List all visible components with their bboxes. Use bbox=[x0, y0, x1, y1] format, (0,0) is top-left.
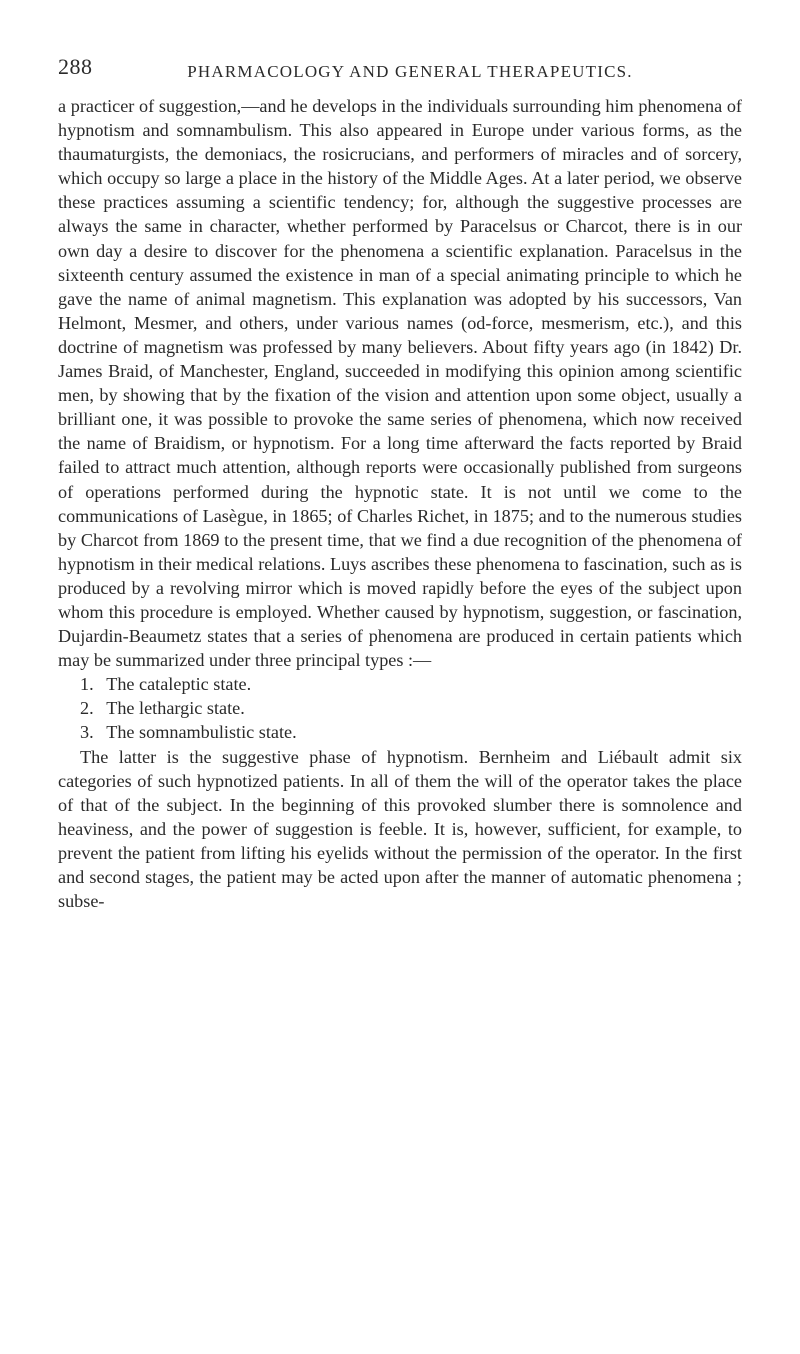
page-number: 288 bbox=[58, 54, 93, 79]
paragraph-2: The latter is the suggestive phase of hypnotism. Bernheim and Liébault admit six categories of such hypnotized patients. In all of them the will of the operator takes the place of that of the subject. In the beginning of this provoked slumber there is somnolence and heaviness, and the power of suggestion is feeble. It is, however, sufficient, for example, to prevent the patient from lifting his eyelids without the permission of the operator. In the first and second stages, the patient may be acted upon after the manner of automatic phenomena ; subse- bbox=[58, 746, 742, 912]
body-text bbox=[58, 94, 742, 913]
list-item-number: 1. bbox=[80, 674, 94, 695]
hypnotic-types-list bbox=[58, 672, 742, 744]
list-item-label: The lethargic state. bbox=[106, 698, 245, 719]
list-item bbox=[58, 720, 742, 744]
list-item-number: 3. bbox=[80, 722, 94, 743]
running-title: PHARMACOLOGY AND GENERAL THERAPEUTICS. bbox=[187, 62, 633, 81]
paragraph-1: a practicer of suggestion,—and he develops in the individuals surrounding him phenomena of hypnotism and somnambulism. This also appeared in Europe under various forms, as the thaumaturgists, the demoniacs, the rosicrucians, and performers of miracles and of sorcery, which occupy so large a place in the history of the Middle Ages. At a later period, we observe these practices assuming a scientific tendency; for, although the suggestive processes are always the same in character, whether performed by Paracelsus or Charcot, there is in our own day a desire to discover for the phenomena a scientific explanation. Paracelsus in the sixteenth century assumed the existence in man of a special animating principle to which he gave the name of animal magnetism. This explanation was adopted by his successors, Van Helmont, Mesmer, and others, under various names (od-force, mesmerism, etc.), and this doctrine of magnetism was professed by many believers. About fifty years ago (in 1842) Dr. James Braid, of Manchester, England, succeeded in modifying this opinion among scientific men, by showing that by the fixation of the vision and attention upon some object, usually a brilliant one, it was possible to provoke the same series of phenomena, which now received the name of Braidism, or hypnotism. For a long time afterward the facts reported by Braid failed to attract much attention, although reports were occasionally published from surgeons of operations performed during the hypnotic state. It is not until we come to the communications of Lasègue, in 1865; of Charles Richet, in 1875; and to the numerous studies by Charcot from 1869 to the present time, that we find a due recognition of the phenomena of hypnotism in their medical relations. Luys ascribes these phenomena to fascination, such as is produced by a revolving mirror which is moved rapidly before the eyes of the subject upon whom this procedure is employed. Whether caused by hypnotism, suggestion, or fascination, Dujardin-Beaumetz states that a series of phenomena are produced in certain patients which may be summarized under three principal types :— bbox=[58, 96, 742, 671]
list-item-label: The cataleptic state. bbox=[106, 674, 252, 695]
list-item bbox=[58, 696, 742, 720]
list-item-number: 2. bbox=[80, 698, 94, 719]
list-item-label: The somnambulistic state. bbox=[106, 722, 297, 743]
page-header bbox=[58, 52, 742, 86]
book-page bbox=[58, 52, 742, 913]
list-item bbox=[58, 672, 742, 696]
